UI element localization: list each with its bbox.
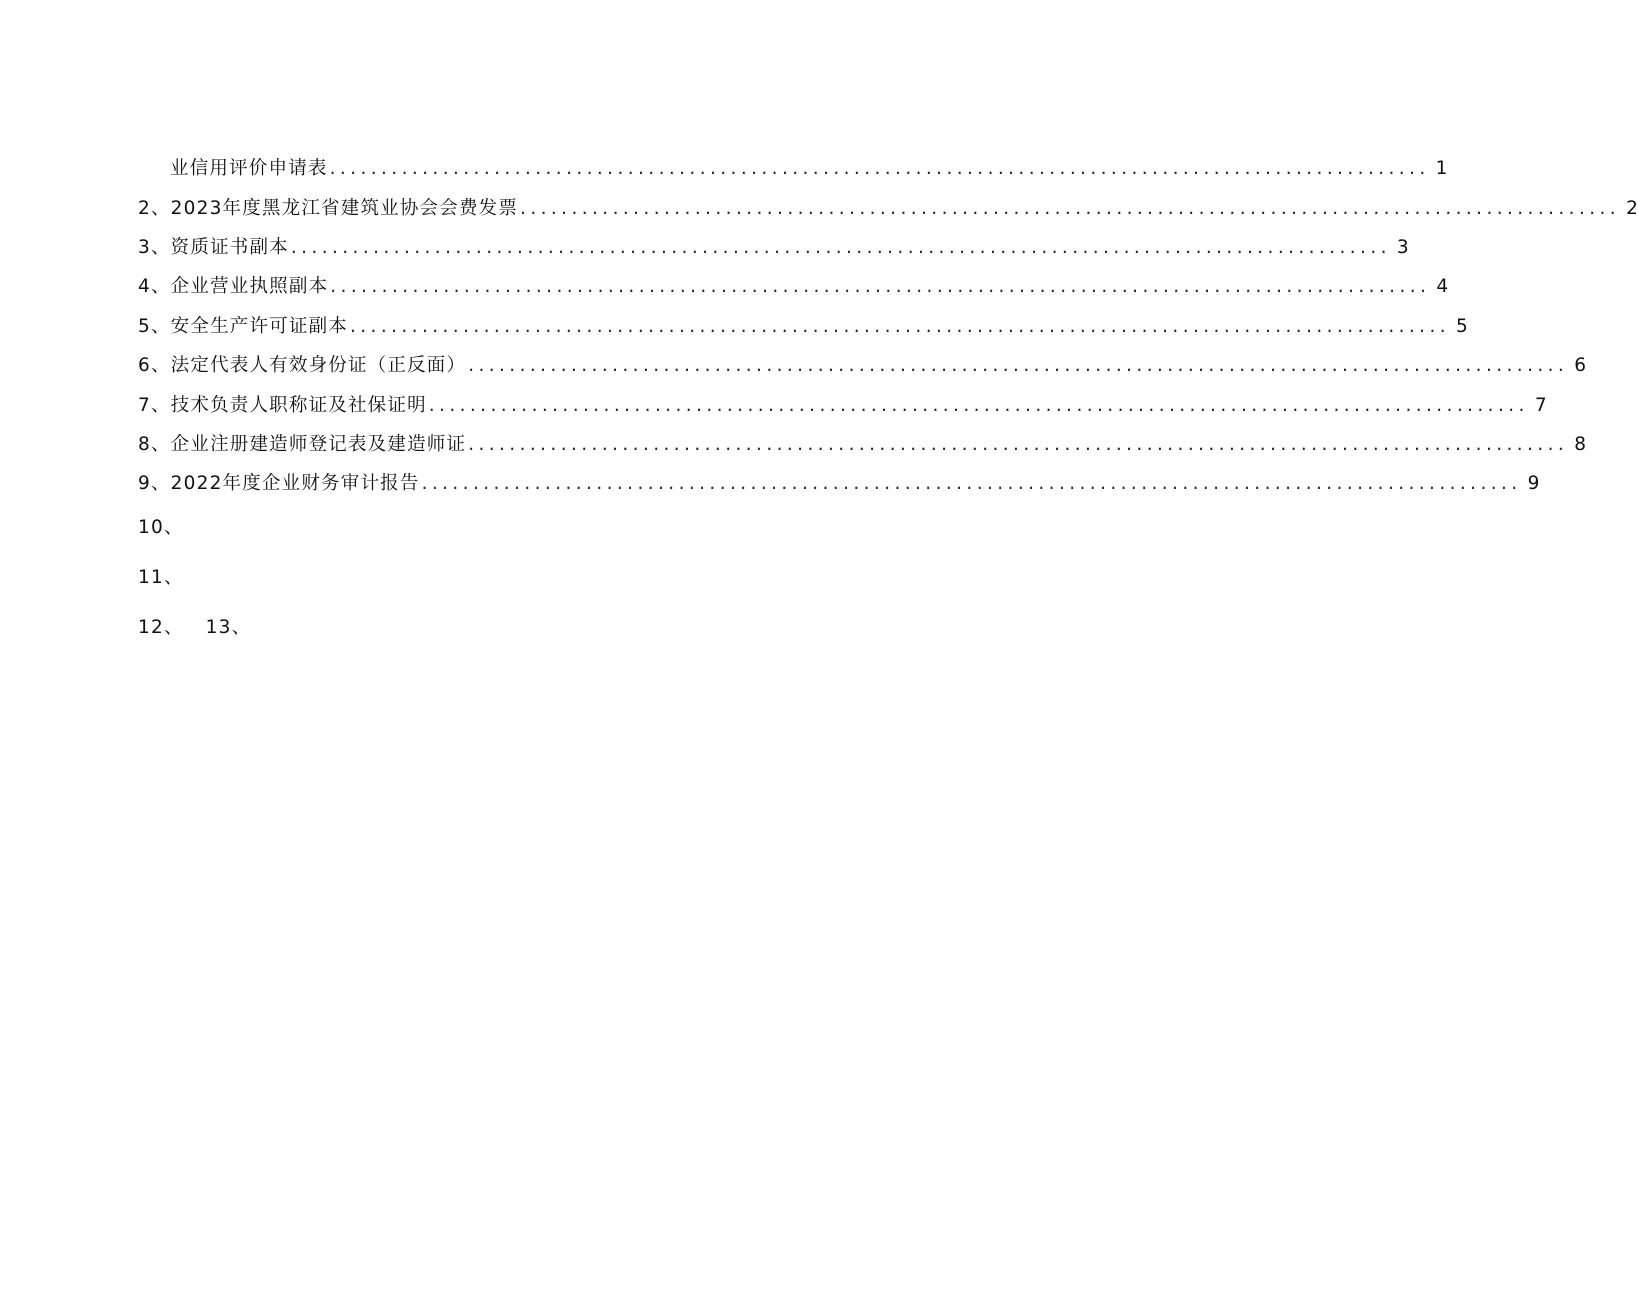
toc-entry-11 [138,563,184,589]
toc-entry-4 [138,272,1449,300]
toc-page-number: 1 [1435,158,1448,179]
toc-page-number: 9 [1527,473,1540,494]
toc-entry-title: 法定代表人有效身份证（正反面） [170,355,467,376]
toc-dot-leader: ........................................................................................................... [329,158,1430,179]
toc-entry-title: 2023年度黑龙江省建筑业协会会费发票 [170,198,519,219]
toc-entry-number: 5、 [138,316,171,337]
toc-page-number: 2 [1626,198,1638,219]
toc-dot-leader: ........................................................................................................... [421,473,1522,494]
toc-entry-number: 10、 [138,517,184,538]
toc-entry-number: 13、 [205,617,252,638]
toc-dot-leader: ........................................................................................................... [330,276,1431,297]
toc-entry-10 [138,513,184,539]
toc-entry-title: 业信用评价申请表 [170,158,328,179]
toc-dot-leader: ........................................................................................................... [468,355,1569,376]
toc-page-number: 5 [1456,316,1468,337]
toc-entry-number: 8、 [138,434,171,455]
toc-dot-leader: ........................................................................................................... [290,237,1391,258]
toc-dot-leader: ........................................................................................................... [520,198,1621,219]
toc-entry-title: 2022年度企业财务审计报告 [170,473,420,494]
toc-entry-number: 7、 [138,395,171,416]
toc-entry-title: 安全生产许可证副本 [170,316,348,337]
toc-entry-7 [138,391,1547,419]
toc-entry-12-13 [138,613,251,639]
toc-entry-number: 6、 [138,355,171,376]
toc-entry-6 [138,351,1586,379]
toc-entry-title: 资质证书副本 [170,237,289,258]
toc-entry-title: 技术负责人职称证及社保证明 [170,395,427,416]
toc-page-number: 3 [1396,237,1409,258]
toc-entry-number: 3、 [138,237,171,258]
toc-entry-title: 企业注册建造师登记表及建造师证 [170,434,467,455]
toc-entry-3 [138,233,1409,261]
toc-entry-continuation [170,154,1448,182]
toc-dot-leader: ........................................................................................................... [428,395,1529,416]
toc-entry-number: 9、 [138,473,171,494]
toc-dot-leader: ........................................................................................................... [349,316,1451,337]
toc-entry-2 [138,194,1638,222]
toc-entry-8 [138,430,1586,458]
toc-page-number: 4 [1436,276,1449,297]
toc-entry-number: 2、 [138,198,171,219]
toc-page-number: 7 [1534,395,1547,416]
toc-entry-title: 企业营业执照副本 [170,276,329,297]
toc-entry-9 [138,469,1540,497]
toc-page-number: 8 [1574,434,1586,455]
toc-entry-5 [138,312,1468,340]
toc-page-number: 6 [1574,355,1586,376]
toc-dot-leader: ........................................................................................................... [468,434,1569,455]
toc-entry-number: 12、 [138,617,184,638]
toc-entry-number: 4、 [138,276,171,297]
toc-entry-number: 11、 [138,567,184,588]
